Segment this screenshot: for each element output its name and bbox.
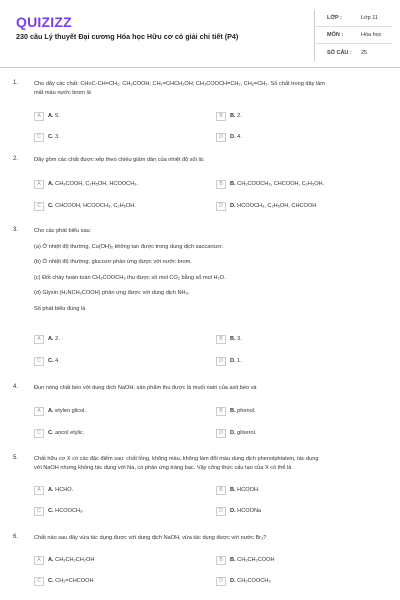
question-line: (c) Đốt cháy hoàn toàn CH₃COOCH₃ thu được số mol CO₂ bằng số mol H₂O. xyxy=(34,274,226,281)
question-line: (b) Ở nhiệt độ thường, glucozơ phản ứng được với nước brom. xyxy=(34,259,192,265)
option-label: B. xyxy=(230,487,236,493)
option-label: C. xyxy=(48,358,54,364)
option-label: C. xyxy=(48,508,54,514)
meta-table xyxy=(314,10,392,61)
header xyxy=(0,0,400,68)
option-a[interactable] xyxy=(34,405,86,417)
option-label: B. xyxy=(230,408,236,414)
option-letter-box[interactable]: C xyxy=(34,357,44,366)
question-text xyxy=(34,227,384,313)
option-c[interactable] xyxy=(34,575,94,587)
option-text: CHCOOH, HCOOCH₃, C₂H₅OH. xyxy=(55,203,136,209)
question-number: 5. xyxy=(13,455,19,461)
option-b[interactable] xyxy=(216,554,275,566)
meta-row-subject xyxy=(315,27,392,44)
question-text xyxy=(34,455,384,472)
option-label: A. xyxy=(48,487,54,493)
option-text: HCOOCH₃, C₂H₅OH, CHCOOH xyxy=(237,203,317,209)
option-text: CH₃COOH, C₂H₅OH, HCOOCH₃. xyxy=(55,181,139,187)
meta-label: SỐ CÂU : xyxy=(327,49,352,56)
meta-row-grade xyxy=(315,10,392,27)
option-label: D. xyxy=(230,578,236,584)
option-label: B. xyxy=(230,113,236,119)
option-label: D. xyxy=(230,430,236,436)
option-letter-box[interactable]: C xyxy=(34,577,44,586)
meta-row-count xyxy=(315,44,392,61)
quizizz-logo: QUIZIZZ xyxy=(16,14,72,30)
option-label: D. xyxy=(230,508,236,514)
option-letter-box[interactable]: C xyxy=(34,202,44,211)
option-letter-box[interactable]: B xyxy=(216,180,226,189)
option-d[interactable] xyxy=(216,575,271,587)
option-label: A. xyxy=(48,113,54,119)
question-number: 2. xyxy=(13,156,19,162)
option-c[interactable] xyxy=(34,200,136,212)
option-letter-box[interactable]: A xyxy=(34,180,44,189)
option-a[interactable] xyxy=(34,178,138,190)
question-line: Số phát biểu đúng là xyxy=(34,305,86,312)
option-d[interactable] xyxy=(216,131,242,143)
option-letter-box[interactable]: C xyxy=(34,429,44,438)
question-number: 1. xyxy=(13,80,19,86)
question-number: 6. xyxy=(13,534,19,540)
option-letter-box[interactable]: C xyxy=(34,133,44,142)
option-d[interactable] xyxy=(216,355,242,367)
question-line: Đun nóng chất béo với dung dịch NaOH, sản phẩm thu được là muối natri của axit béo và xyxy=(34,385,257,391)
option-text: 1. xyxy=(237,358,242,364)
option-letter-box[interactable]: A xyxy=(34,556,44,565)
meta-value: Hóa học xyxy=(361,32,382,38)
meta-label: LỚP : xyxy=(327,15,342,21)
document-title: 230 câu Lý thuyết Đại cương Hóa học Hữu cơ có giải chi tiết (P4) xyxy=(16,32,239,41)
question-number: 3. xyxy=(13,227,19,233)
option-text: CH₃COOCH₃, CHCOOH, C₂H₅OH. xyxy=(237,181,325,187)
option-letter-box[interactable]: A xyxy=(34,407,44,416)
option-text: 3. xyxy=(237,336,242,342)
option-label: A. xyxy=(48,557,54,563)
question-line: (a) Ở nhiệt độ thường, Cu(OH)₂ không tan được trong dung dịch saccarozơ. xyxy=(34,243,224,250)
option-b[interactable] xyxy=(216,405,256,417)
option-text: 2. xyxy=(237,113,242,119)
option-label: D. xyxy=(230,203,236,209)
option-label: B. xyxy=(230,336,236,342)
question-text xyxy=(34,80,384,97)
option-a[interactable] xyxy=(34,110,60,122)
option-text: phenol. xyxy=(237,408,256,414)
option-label: A. xyxy=(48,336,54,342)
option-label: C. xyxy=(48,203,54,209)
question-line: Dãy gồm các chất được xếp theo chiều giảm dần của nhiệt độ sôi là: xyxy=(34,157,205,163)
option-text: HCHO. xyxy=(55,487,74,493)
option-letter-box[interactable]: B xyxy=(216,556,226,565)
question-text xyxy=(34,534,384,543)
option-b[interactable] xyxy=(216,110,242,122)
option-letter-box[interactable]: D xyxy=(216,202,226,211)
option-c[interactable] xyxy=(34,505,84,517)
option-b[interactable] xyxy=(216,484,260,496)
option-letter-box[interactable]: D xyxy=(216,429,226,438)
option-letter-box[interactable]: D xyxy=(216,133,226,142)
question-line: Chất hữu cơ X có các đặc điểm sau: chất lỏng, không màu, không làm đổi màu dung dịch phenolphtalein, tác dụng xyxy=(34,456,319,462)
question-line: Cho dãy các chất: CH≡C-CH=CH₂; CH₃COOH; CH₂=CHCH₂OH; CH₃COOCH=CH₂; CH₂=CH₂. Số chất trong dãy làm xyxy=(34,81,325,87)
option-label: A. xyxy=(48,181,54,187)
option-letter-box[interactable]: C xyxy=(34,507,44,516)
option-c[interactable] xyxy=(34,427,84,439)
option-text: HCOONa xyxy=(237,508,262,514)
question-line: với NaOH nhưng không tác dụng với Na, có phản ứng tráng bạc. Vậy công thức cấu tạo của X có thể là xyxy=(34,464,292,471)
option-b[interactable] xyxy=(216,333,242,345)
option-text: HCOOH. xyxy=(237,487,260,493)
option-letter-box[interactable]: B xyxy=(216,486,226,495)
meta-value: Lớp 11 xyxy=(361,15,378,21)
option-text: CH₃COOCH₃ xyxy=(237,578,271,584)
option-text: 4. xyxy=(237,134,242,140)
option-text: CH₃CH₂COOH xyxy=(237,557,275,563)
option-text: CH₃CH₂CH₂OH xyxy=(55,557,95,563)
option-label: D. xyxy=(230,134,236,140)
option-label: C. xyxy=(48,134,54,140)
option-text: CH₂=CHCOOH xyxy=(55,578,94,584)
option-letter-box[interactable]: A xyxy=(34,486,44,495)
option-d[interactable] xyxy=(216,505,261,517)
option-letter-box[interactable]: B xyxy=(216,407,226,416)
option-text: 3. xyxy=(55,134,60,140)
option-letter-box[interactable]: D xyxy=(216,507,226,516)
option-letter-box[interactable]: A xyxy=(34,335,44,344)
option-text: HCOOCH₃. xyxy=(55,508,84,514)
option-b[interactable] xyxy=(216,178,324,190)
question-line: mất màu nước brom là xyxy=(34,89,91,96)
option-letter-box[interactable]: D xyxy=(216,357,226,366)
option-d[interactable] xyxy=(216,427,256,439)
option-c[interactable] xyxy=(34,355,60,367)
question-line: Chất nào sau đây vừa tác dụng được với dung dịch NaOH, vừa tác dụng được với nước Br₂? xyxy=(34,535,267,541)
option-a[interactable] xyxy=(34,554,94,566)
option-letter-box[interactable]: A xyxy=(34,112,44,121)
question-line: (d) Glyxin (H₂NCH₂COOH) phản ứng được với dung dịch NH₃. xyxy=(34,290,190,296)
option-label: C. xyxy=(48,578,54,584)
option-label: D. xyxy=(230,358,236,364)
option-text: 2. xyxy=(55,336,60,342)
option-label: B. xyxy=(230,557,236,563)
option-text: etylen glicol. xyxy=(55,408,86,414)
option-letter-box[interactable]: B xyxy=(216,112,226,121)
option-letter-box[interactable]: B xyxy=(216,335,226,344)
option-text: ancol etylic. xyxy=(55,430,85,436)
option-d[interactable] xyxy=(216,200,316,212)
option-text: 5. xyxy=(55,113,60,119)
option-a[interactable] xyxy=(34,484,73,496)
option-text: 4. xyxy=(55,358,60,364)
meta-value: 25 xyxy=(361,49,368,56)
meta-label: MÔN : xyxy=(327,32,344,38)
option-label: C. xyxy=(48,430,54,436)
option-text: glixerol. xyxy=(237,430,257,436)
question-text xyxy=(34,384,384,393)
question-text xyxy=(34,156,384,165)
question-line: Cho các phát biểu sau: xyxy=(34,228,92,234)
option-c[interactable] xyxy=(34,131,60,143)
option-label: A. xyxy=(48,408,54,414)
option-label: B. xyxy=(230,181,236,187)
question-number: 4. xyxy=(13,384,19,390)
option-a[interactable] xyxy=(34,333,60,345)
option-letter-box[interactable]: D xyxy=(216,577,226,586)
